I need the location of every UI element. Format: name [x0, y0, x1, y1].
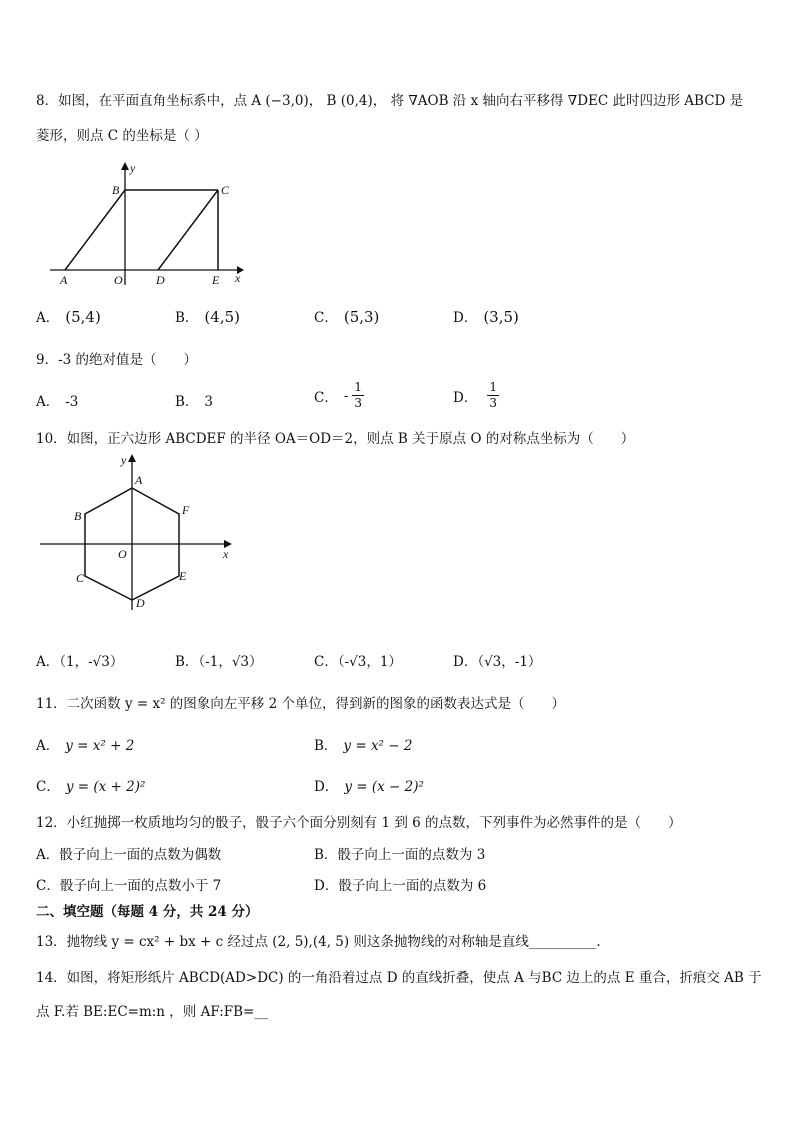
q12-stem: 12．小红抛掷一枚质地均匀的骰子，骰子六个面分别刻有 1 到 6 的点数，下列事件为必然事件的是（ ）	[36, 815, 682, 831]
q8-y-arrow	[121, 162, 129, 170]
q10-label-D: D	[136, 596, 145, 610]
q8-option-b: B． (4,5)	[175, 308, 240, 326]
q8-label-B: B	[112, 183, 120, 197]
q14-stem-line1: 14．如图，将矩形纸片 ABCD(AD>DC) 的一角沿着过点 D 的直线折叠，使点 A 与BC 边上的点 E 重合，折痕交 AB 于	[36, 970, 762, 986]
q8-label-y: y	[130, 161, 136, 175]
q10-y-arrow	[128, 454, 136, 462]
q8-label-D: D	[156, 273, 165, 287]
q10-label-C: C	[76, 571, 85, 585]
q10-label-A: A	[135, 473, 143, 487]
q8-stem-line1: 8．如图，在平面直角坐标系中，点 A (−3,0)， B (0,4)， 将 ∇AOB 沿 x 轴向右平移得 ∇DEC 此时四边形 ABCD 是	[36, 93, 744, 109]
q12-option-d: D．骰子向上一面的点数为 6	[314, 878, 487, 894]
q8-label-O: O	[114, 273, 123, 287]
q10-label-F: F	[182, 503, 190, 517]
q9-option-d-fraction: 1 3	[489, 380, 497, 410]
q9-option-b: B． 3	[175, 394, 214, 410]
q8-segment-AB	[65, 190, 125, 270]
q8-option-d: D． (3,5)	[453, 308, 519, 326]
q9-option-d: D． 1 3	[453, 380, 497, 410]
q9-option-a: A． -3	[36, 394, 79, 410]
q10-label-y: y	[121, 453, 127, 467]
q10-figure	[36, 450, 236, 615]
q12-option-b: B．骰子向上一面的点数为 3	[314, 847, 486, 863]
q14-stem-line2: 点 F.若 BE:EC=m:n ，则 AF:FB=__	[36, 1004, 268, 1020]
q11-option-a: A． y = x² + 2	[36, 738, 135, 754]
q10-label-B: B	[74, 509, 82, 523]
q10-label-x: x	[223, 547, 229, 561]
q10-option-a: A．（1，-√3）	[36, 654, 124, 670]
q11-option-b: B． y = x² − 2	[314, 738, 413, 754]
q8-label-A: A	[60, 273, 68, 287]
q9-option-c: C． - 1 3	[314, 380, 363, 410]
q10-option-c: C．（-√3，1）	[314, 654, 402, 670]
q8-label-x: x	[235, 271, 241, 285]
q8-stem-line2: 菱形，则点 C 的坐标是（ ）	[36, 128, 208, 144]
q12-option-c: C．骰子向上一面的点数小于 7	[36, 878, 222, 894]
section-title: 二、填空题（每题 4 分，共 24 分）	[36, 904, 259, 920]
q9-option-c-fraction: 1 3	[354, 380, 363, 410]
q11-option-d: D． y = (x − 2)²	[314, 779, 424, 795]
q8-option-c: C． (5,3)	[314, 308, 380, 326]
q10-label-E: E	[179, 569, 187, 583]
q8-label-E: E	[212, 273, 220, 287]
q8-figure	[40, 160, 250, 290]
q11-option-c: C． y = (x + 2)²	[36, 779, 146, 795]
q11-stem: 11．二次函数 y = x² 的图象向左平移 2 个单位，得到新的图象的函数表达式是（ ）	[36, 696, 565, 712]
q10-stem: 10．如图，正六边形 ABCDEF 的半径 OA＝OD＝2，则点 B 关于原点 O 的对称点坐标为（ ）	[36, 431, 635, 447]
q10-option-d: D．（√3，-1）	[453, 654, 542, 670]
q10-label-O: O	[118, 547, 127, 561]
q8-segment-DC	[158, 190, 218, 270]
q10-option-b: B．（-1，√3）	[175, 654, 263, 670]
q12-option-a: A．骰子向上一面的点数为偶数	[36, 847, 222, 863]
q9-stem: 9．-3 的绝对值是（ ）	[36, 352, 198, 368]
q13-stem: 13．抛物线 y = cx² + bx + c 经过点 (2, 5),(4, 5) 则这条抛物线的对称轴是直线__________.	[36, 934, 601, 950]
q8-label-C: C	[221, 183, 230, 197]
q8-option-a: A． (5,4)	[36, 308, 101, 326]
